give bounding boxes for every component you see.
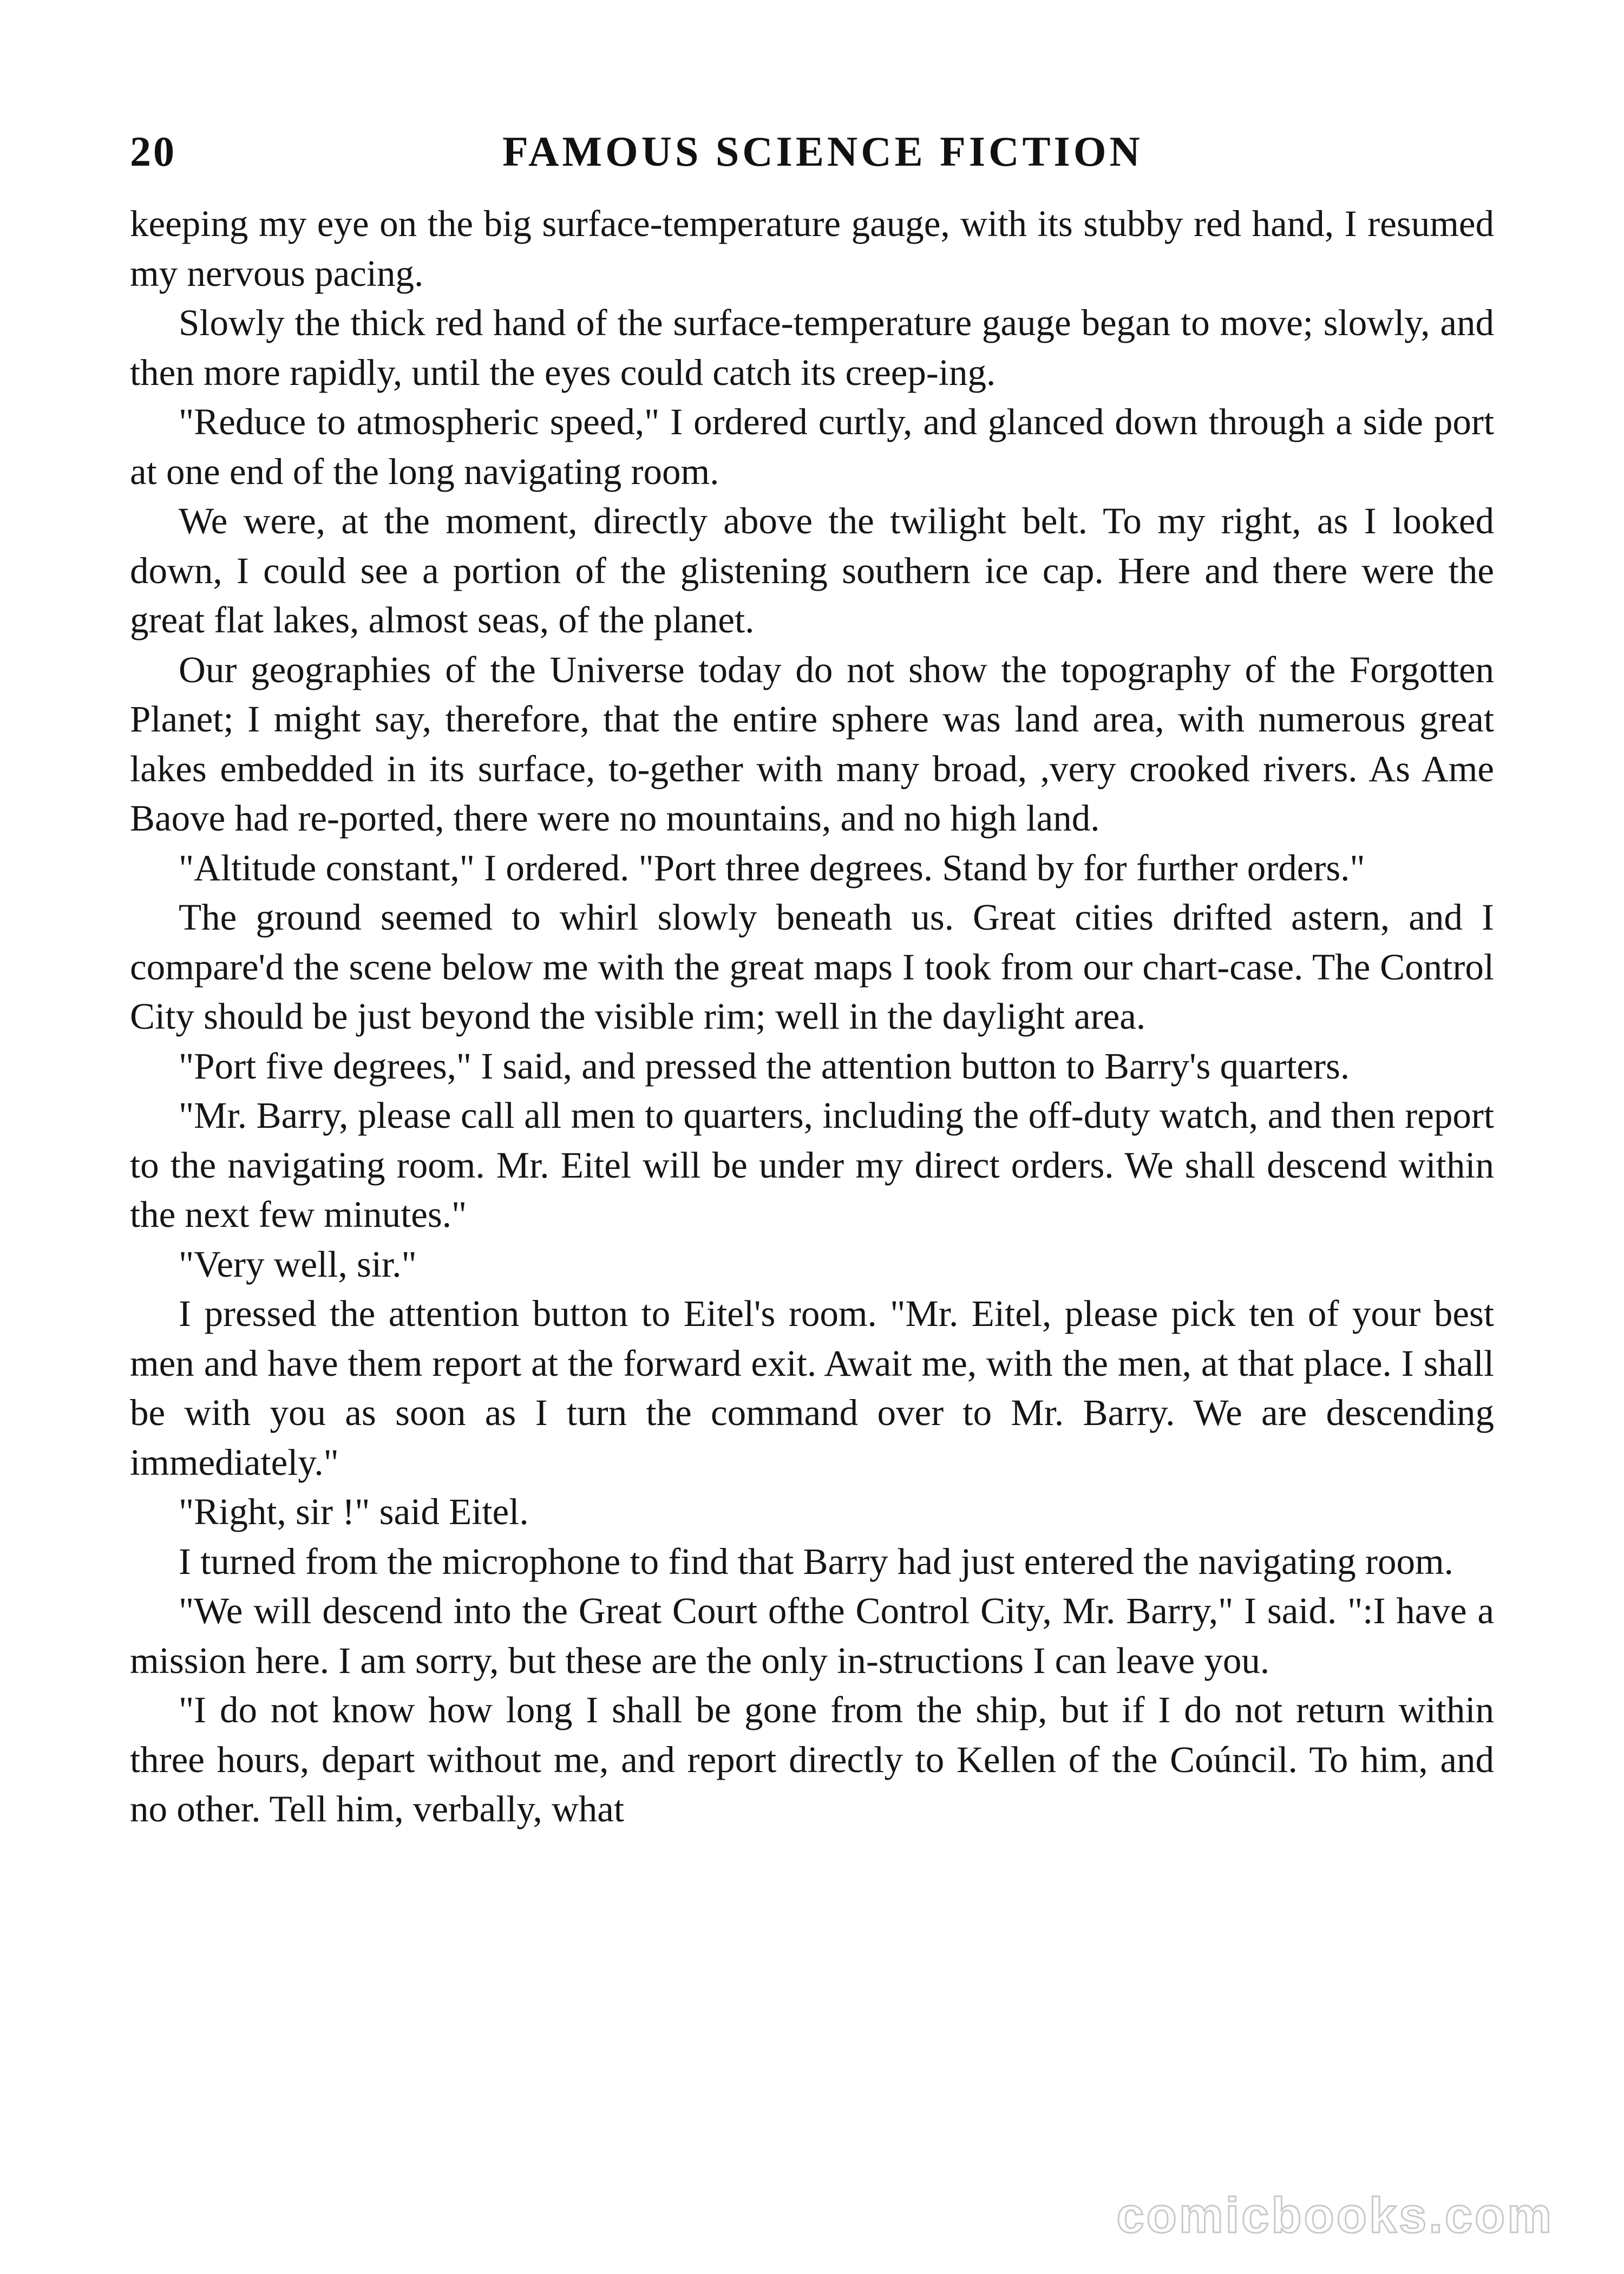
paragraph: "I do not know how long I shall be gone from the ship, but if I do not return within three hours, depart without me, and report directly to Kellen of the Coúncil. To him, and no other. Tell him, verbally, what [130, 1689, 1494, 1829]
paragraph: "Mr. Barry, please call all men to quarters, including the off-duty watch, and then report to the navigating room. Mr. Eitel will be under my direct orders. We shall descend within the next few minutes." [130, 1095, 1494, 1235]
paragraph: "We will descend into the Great Court ofthe Control City, Mr. Barry," I said. ":I have a mission here. I am sorry, but these are the only in-structions I can leave you. [130, 1590, 1494, 1681]
page-header [130, 127, 1516, 187]
paragraph: "Very well, sir." [179, 1243, 417, 1285]
watermark: comicbooks.com [1116, 2188, 1554, 2243]
paragraph: "Right, sir !" said Eitel. [179, 1491, 529, 1532]
running-head: FAMOUS SCIENCE FICTION [502, 128, 1143, 175]
paragraph: Our geographies of the Universe today do not show the topography of the Forgotten Planet; I might say, therefore, that the entire sphere was land area, with numerous great lakes embedded in its surface, to-gether with many broad, ,very crooked rivers. As Ame Baove had re-ported, there were no mountains, and no high land. [130, 649, 1494, 839]
paragraph: I turned from the microphone to find that Barry had just entered the navigating room. [179, 1540, 1453, 1582]
paragraph: Slowly the thick red hand of the surface-temperature gauge began to move; slowly, and then more rapidly, until the eyes could catch its creep-ing. [130, 302, 1494, 393]
body-text [130, 199, 1494, 1834]
paragraph: We were, at the moment, directly above the twilight belt. To my right, as I looked down, I could see a portion of the glistening southern ice cap. Here and there were the great flat lakes, almost seas, of the planet. [130, 500, 1494, 641]
paragraph: I pressed the attention button to Eitel's room. "Mr. Eitel, please pick ten of your best men and have them report at the forward exit. Await me, with the men, at that place. I shall be with you as soon as I turn the command over to Mr. Barry. We are descending immediately." [130, 1293, 1494, 1483]
paragraph: "Altitude constant," I ordered. "Port three degrees. Stand by for further orders." [179, 847, 1365, 888]
paragraph: The ground seemed to whirl slowly beneath us. Great cities drifted astern, and I compare'd the scene below me with the great maps I took from our chart-case. The Control City should be just beyond the visible rim; well in the daylight area. [130, 897, 1494, 1037]
paragraph: "Reduce to atmospheric speed," I ordered curtly, and glanced down through a side port at one end of the long navigating room. [130, 401, 1494, 492]
page-number: 20 [130, 128, 176, 175]
paragraph: keeping my eye on the big surface-temperature gauge, with its stubby red hand, I resumed my nervous pacing. [130, 203, 1494, 294]
paragraph: "Port five degrees," I said, and pressed the attention button to Barry's quarters. [179, 1045, 1350, 1087]
